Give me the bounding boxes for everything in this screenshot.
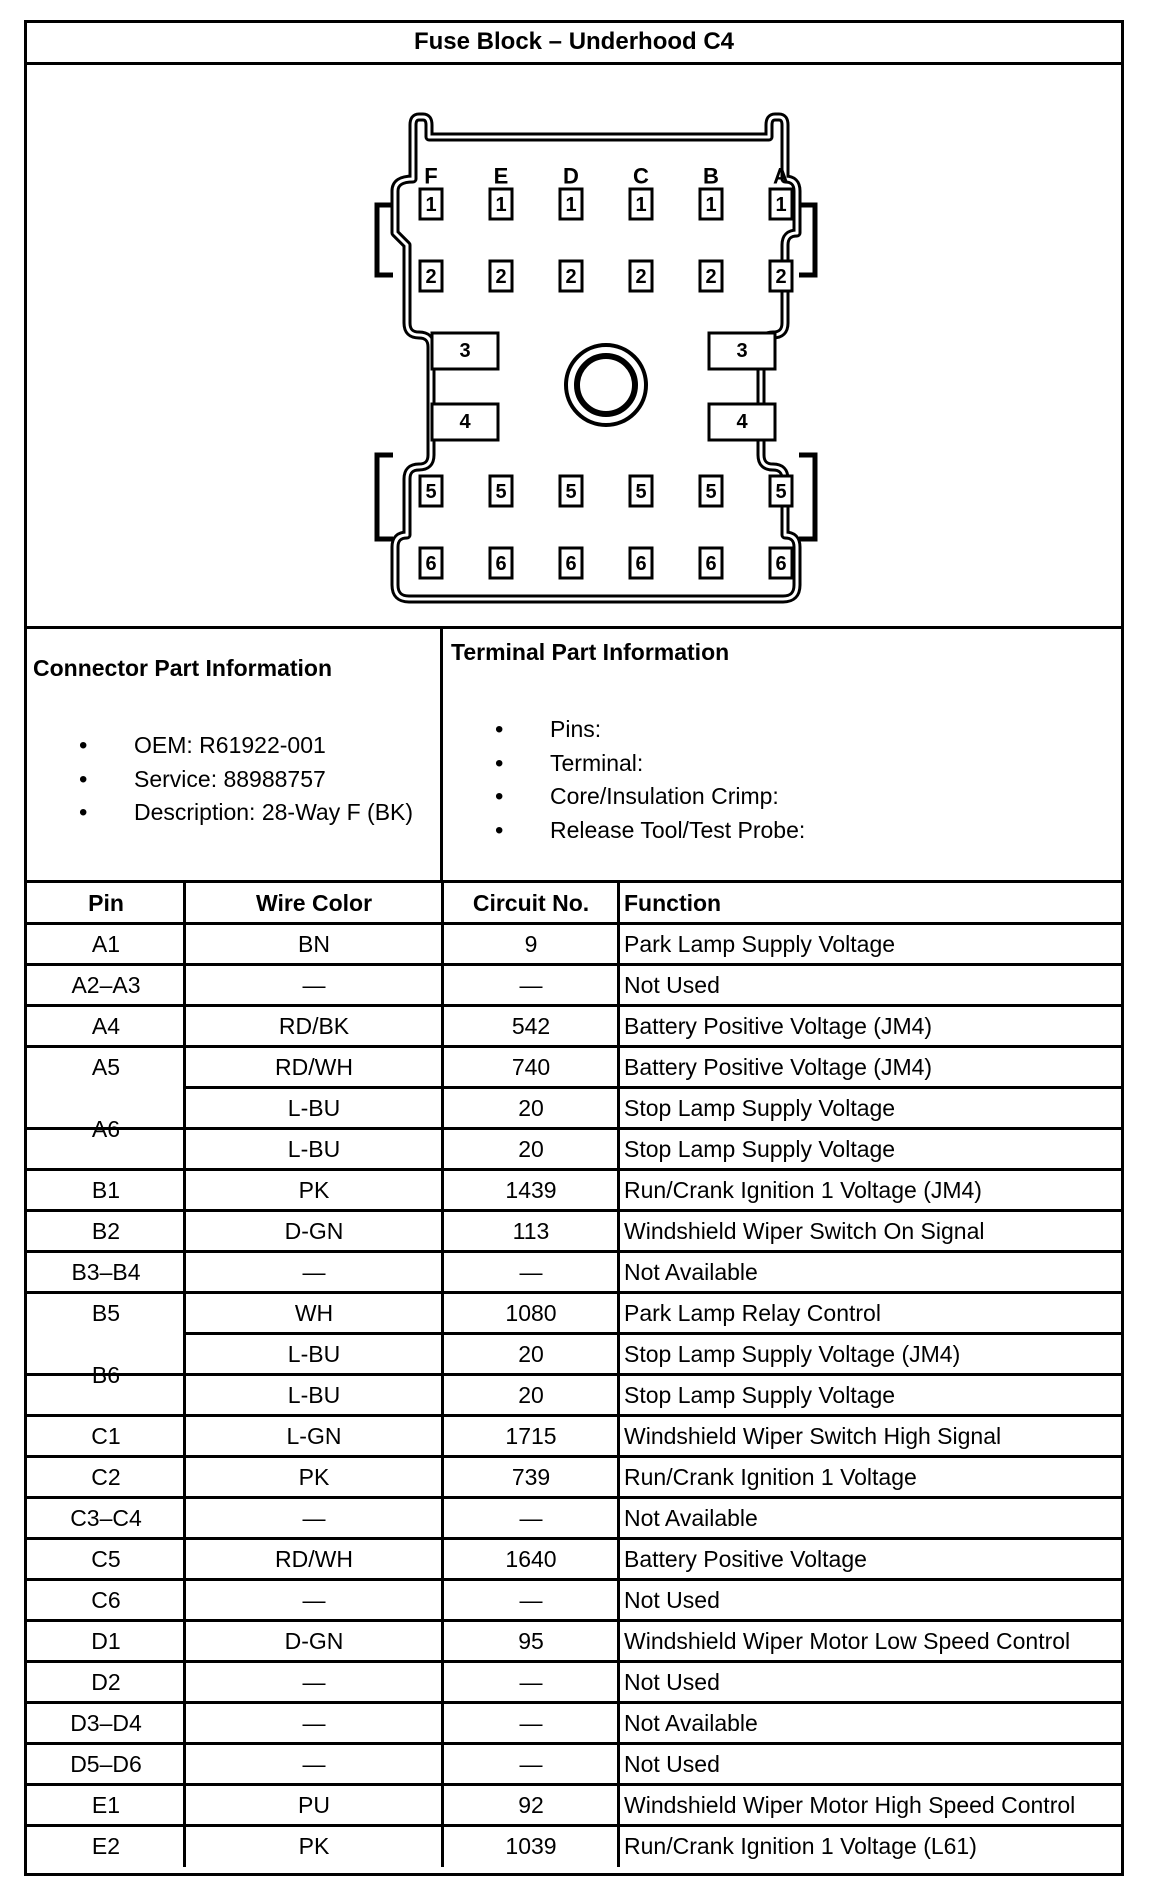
wire-color-cell: D-GN: [284, 1628, 344, 1654]
latch-right: [799, 455, 815, 539]
circuit-no-cell: 95: [518, 1628, 544, 1654]
table-rule: [27, 1414, 1121, 1417]
cavity-number: 1: [565, 194, 577, 216]
cavity-number: 2: [635, 266, 647, 288]
table-row: [27, 1334, 1121, 1388]
function-cell: Not Available: [624, 1505, 758, 1531]
table-rule: [185, 1332, 1121, 1335]
circuit-no-cell: 20: [518, 1341, 544, 1367]
wire-color-cell: RD/WH: [275, 1546, 353, 1572]
terminal-info-item: • Terminal:: [495, 747, 805, 781]
latch-left: [377, 455, 393, 539]
pin-cell: A1: [91, 931, 121, 957]
table-row: [27, 1088, 1121, 1142]
circuit-no-cell: —: [519, 1505, 543, 1531]
circuit-no-cell: 739: [511, 1464, 551, 1490]
cavity-number: 2: [425, 266, 437, 288]
wire-color-cell: RD/BK: [278, 1013, 350, 1039]
function-cell: Not Available: [624, 1710, 758, 1736]
wire-color-cell: —: [302, 972, 326, 998]
table-rule: [27, 1455, 1121, 1458]
pin-cell: A4: [91, 1013, 121, 1039]
function-cell: Windshield Wiper Motor Low Speed Control: [624, 1628, 1071, 1654]
wire-color-cell: PK: [298, 1177, 330, 1203]
pin-cell: A5: [91, 1054, 121, 1080]
pin-cell: C1: [91, 1423, 121, 1449]
table-rule: [27, 1004, 1121, 1007]
table-rule: [27, 1168, 1121, 1171]
table-rule: [27, 1742, 1121, 1745]
large-cavity-number: 3: [459, 340, 471, 362]
circuit-no-cell: 92: [518, 1792, 544, 1818]
pin-cell: A6: [91, 1116, 121, 1142]
circuit-no-cell: 20: [518, 1136, 544, 1162]
wire-color-cell: —: [302, 1259, 326, 1285]
cavity-number: 5: [425, 481, 437, 503]
function-cell: Windshield Wiper Switch On Signal: [624, 1218, 985, 1244]
wire-color-cell: —: [302, 1710, 326, 1736]
circuit-no-cell: —: [519, 1669, 543, 1695]
table-rule: [27, 1209, 1121, 1212]
connector-info-item: • Service: 88988757: [79, 763, 413, 797]
header-pin: Pin: [88, 890, 124, 916]
large-cavity-number: 4: [459, 411, 471, 433]
circuit-no-cell: 1080: [505, 1300, 557, 1326]
table-rule: [27, 1701, 1121, 1704]
function-cell: Battery Positive Voltage (JM4): [624, 1013, 933, 1039]
table-rule: [27, 963, 1121, 966]
cavity-number: 5: [775, 481, 787, 503]
pin-cell: B6: [91, 1362, 121, 1388]
table-column-rule: [183, 883, 186, 1867]
wire-color-cell: PU: [298, 1792, 330, 1818]
function-cell: Not Used: [624, 1669, 720, 1695]
function-cell: Windshield Wiper Switch High Signal: [624, 1423, 1002, 1449]
connector-face-drawing: [27, 65, 1121, 626]
header-wire-color: Wire Color: [255, 890, 373, 916]
table-rule: [27, 922, 1121, 925]
connector-part-info-list: [79, 729, 413, 830]
table-row: [27, 1416, 1121, 1457]
wire-color-cell: L-BU: [287, 1095, 341, 1121]
part-info-section: [27, 629, 1121, 883]
wire-color-cell: D-GN: [284, 1218, 344, 1244]
cavity-number: 5: [635, 481, 647, 503]
table-row: [27, 1703, 1121, 1744]
cavity-number: 1: [705, 194, 717, 216]
circuit-no-cell: 113: [512, 1218, 550, 1244]
table-row: [27, 1785, 1121, 1826]
function-cell: Stop Lamp Supply Voltage: [624, 1136, 896, 1162]
table-row: [27, 1047, 1121, 1088]
cavity-number: 2: [775, 266, 787, 288]
table-row: [27, 1662, 1121, 1703]
cavity-number: 6: [425, 553, 437, 575]
wire-color-cell: L-BU: [287, 1136, 341, 1162]
pin-cell: C2: [91, 1464, 121, 1490]
circuit-no-cell: 20: [518, 1095, 544, 1121]
table-row: [27, 1580, 1121, 1621]
table-row: [27, 1498, 1121, 1539]
pin-cell: A2–A3: [71, 972, 141, 998]
cavity-column-label: F: [424, 163, 438, 189]
table-rule: [27, 1824, 1121, 1827]
wire-color-cell: L-BU: [287, 1382, 341, 1408]
table-row: [27, 1293, 1121, 1334]
circuit-no-cell: —: [519, 1710, 543, 1736]
table-header-row: [27, 883, 1121, 924]
function-cell: Battery Positive Voltage (JM4): [624, 1054, 933, 1080]
center-bolt-inner: [577, 356, 635, 414]
pin-cell: B1: [91, 1177, 121, 1203]
cavity-number: 2: [705, 266, 717, 288]
table-rule: [27, 1496, 1121, 1499]
wire-color-cell: —: [302, 1751, 326, 1777]
wire-color-cell: PK: [298, 1464, 330, 1490]
cavity-column-label: A: [773, 163, 789, 189]
wire-color-cell: —: [302, 1587, 326, 1613]
pin-cell: B5: [91, 1300, 121, 1326]
table-row: [27, 1006, 1121, 1047]
cavity-number: 5: [705, 481, 717, 503]
table-row: [27, 1252, 1121, 1293]
cavity-number: 6: [635, 553, 647, 575]
table-row: [27, 1457, 1121, 1498]
function-cell: Stop Lamp Supply Voltage: [624, 1095, 896, 1121]
terminal-part-info: [443, 629, 1121, 880]
table-row: [27, 1211, 1121, 1252]
sheet-title: Fuse Block – Underhood C4: [27, 23, 1121, 65]
wire-color-cell: —: [302, 1505, 326, 1531]
pin-cell: B3–B4: [71, 1259, 141, 1285]
cavity-number: 6: [705, 553, 717, 575]
circuit-no-cell: 740: [511, 1054, 551, 1080]
cavity-number: 2: [495, 266, 507, 288]
table-rule: [27, 1619, 1121, 1622]
cavity-number: 6: [495, 553, 507, 575]
table-column-rule: [441, 883, 444, 1867]
large-cavity-number: 4: [736, 411, 748, 433]
circuit-no-cell: —: [519, 1587, 543, 1613]
wire-color-cell: WH: [294, 1300, 334, 1326]
wire-color-cell: BN: [298, 931, 330, 957]
circuit-no-cell: 1439: [505, 1177, 557, 1203]
cavity-number: 1: [775, 194, 787, 216]
circuit-no-cell: 9: [524, 931, 538, 957]
table-row: [27, 1170, 1121, 1211]
table-row: [27, 1375, 1121, 1416]
table-rule: [27, 1250, 1121, 1253]
pin-cell: C6: [91, 1587, 121, 1613]
pinout-sheet: [24, 20, 1124, 1876]
pin-cell: D1: [91, 1628, 121, 1654]
wire-color-cell: RD/WH: [275, 1054, 353, 1080]
table-rule: [27, 1537, 1121, 1540]
pin-cell: E1: [91, 1792, 121, 1818]
pin-cell: D3–D4: [70, 1710, 142, 1736]
cavity-column-label: C: [633, 163, 649, 189]
table-rule: [27, 1660, 1121, 1663]
table-row: [27, 924, 1121, 965]
cavity-column-label: B: [703, 163, 719, 189]
table-rule: [27, 1783, 1121, 1786]
circuit-no-cell: —: [519, 1259, 543, 1285]
wire-color-cell: —: [302, 1669, 326, 1695]
cavity-number: 5: [495, 481, 507, 503]
header-function: Function: [624, 890, 722, 916]
terminal-part-info-list: [495, 713, 805, 847]
cavity-number: 1: [495, 194, 507, 216]
connector-info-item: • Description: 28-Way F (BK): [79, 796, 413, 830]
table-rule: [27, 1127, 1121, 1130]
cavity-number: 1: [425, 194, 437, 216]
table-rule: [27, 1291, 1121, 1294]
cavity-number: 6: [775, 553, 787, 575]
pin-cell: B2: [91, 1218, 121, 1244]
function-cell: Run/Crank Ignition 1 Voltage (L61): [624, 1833, 977, 1859]
cavity-number: 5: [565, 481, 577, 503]
circuit-no-cell: 1640: [505, 1546, 557, 1572]
table-row: [27, 1826, 1121, 1867]
terminal-part-info-heading: Terminal Part Information: [451, 639, 730, 665]
function-cell: Not Used: [624, 1751, 720, 1777]
cavity-number: 6: [565, 553, 577, 575]
table-rule: [185, 1086, 1121, 1089]
pin-cell: D5–D6: [70, 1751, 142, 1777]
function-cell: Park Lamp Supply Voltage: [624, 931, 896, 957]
pin-cell: C5: [91, 1546, 121, 1572]
circuit-no-cell: 542: [511, 1013, 551, 1039]
function-cell: Park Lamp Relay Control: [624, 1300, 881, 1326]
table-row: [27, 1129, 1121, 1170]
table-rule: [27, 1373, 1121, 1376]
pin-cell: D2: [91, 1669, 121, 1695]
circuit-no-cell: 20: [518, 1382, 544, 1408]
table-rule: [27, 1045, 1121, 1048]
table-row: [27, 1539, 1121, 1580]
table-row: [27, 965, 1121, 1006]
table-row: [27, 1621, 1121, 1662]
pin-cell: E2: [91, 1833, 121, 1859]
function-cell: Not Used: [624, 972, 720, 998]
function-cell: Stop Lamp Supply Voltage: [624, 1382, 896, 1408]
terminal-info-item: • Pins:: [495, 713, 805, 747]
cavity-column-label: D: [563, 163, 579, 189]
circuit-no-cell: 1039: [505, 1833, 557, 1859]
function-cell: Not Used: [624, 1587, 720, 1613]
connector-info-item: • OEM: R61922-001: [79, 729, 413, 763]
connector-part-info-heading: Connector Part Information: [33, 655, 333, 681]
table-column-rule: [617, 883, 620, 1867]
wire-color-cell: L-BU: [287, 1341, 341, 1367]
terminal-info-item: • Core/Insulation Crimp:: [495, 780, 805, 814]
wire-color-cell: L-GN: [286, 1423, 342, 1449]
function-cell: Run/Crank Ignition 1 Voltage (JM4): [624, 1177, 982, 1203]
function-cell: Windshield Wiper Motor High Speed Control: [624, 1792, 1076, 1818]
function-cell: Not Available: [624, 1259, 758, 1285]
table-rule: [27, 1578, 1121, 1581]
circuit-no-cell: —: [519, 1751, 543, 1777]
circuit-no-cell: —: [519, 972, 543, 998]
function-cell: Battery Positive Voltage: [624, 1546, 867, 1572]
terminal-info-item: • Release Tool/Test Probe:: [495, 814, 805, 848]
table-row: [27, 1744, 1121, 1785]
circuit-no-cell: 1715: [505, 1423, 557, 1449]
function-cell: Run/Crank Ignition 1 Voltage: [624, 1464, 917, 1490]
cavity-number: 2: [565, 266, 577, 288]
connector-part-info: [27, 629, 443, 880]
header-circuit-no: Circuit No.: [472, 890, 590, 916]
wire-color-cell: PK: [298, 1833, 330, 1859]
cavity-number: 1: [635, 194, 647, 216]
large-cavity-number: 3: [736, 340, 748, 362]
pin-cell: C3–C4: [70, 1505, 142, 1531]
connector-diagram: [27, 65, 1121, 629]
function-cell: Stop Lamp Supply Voltage (JM4): [624, 1341, 961, 1367]
cavity-column-label: E: [493, 163, 509, 189]
